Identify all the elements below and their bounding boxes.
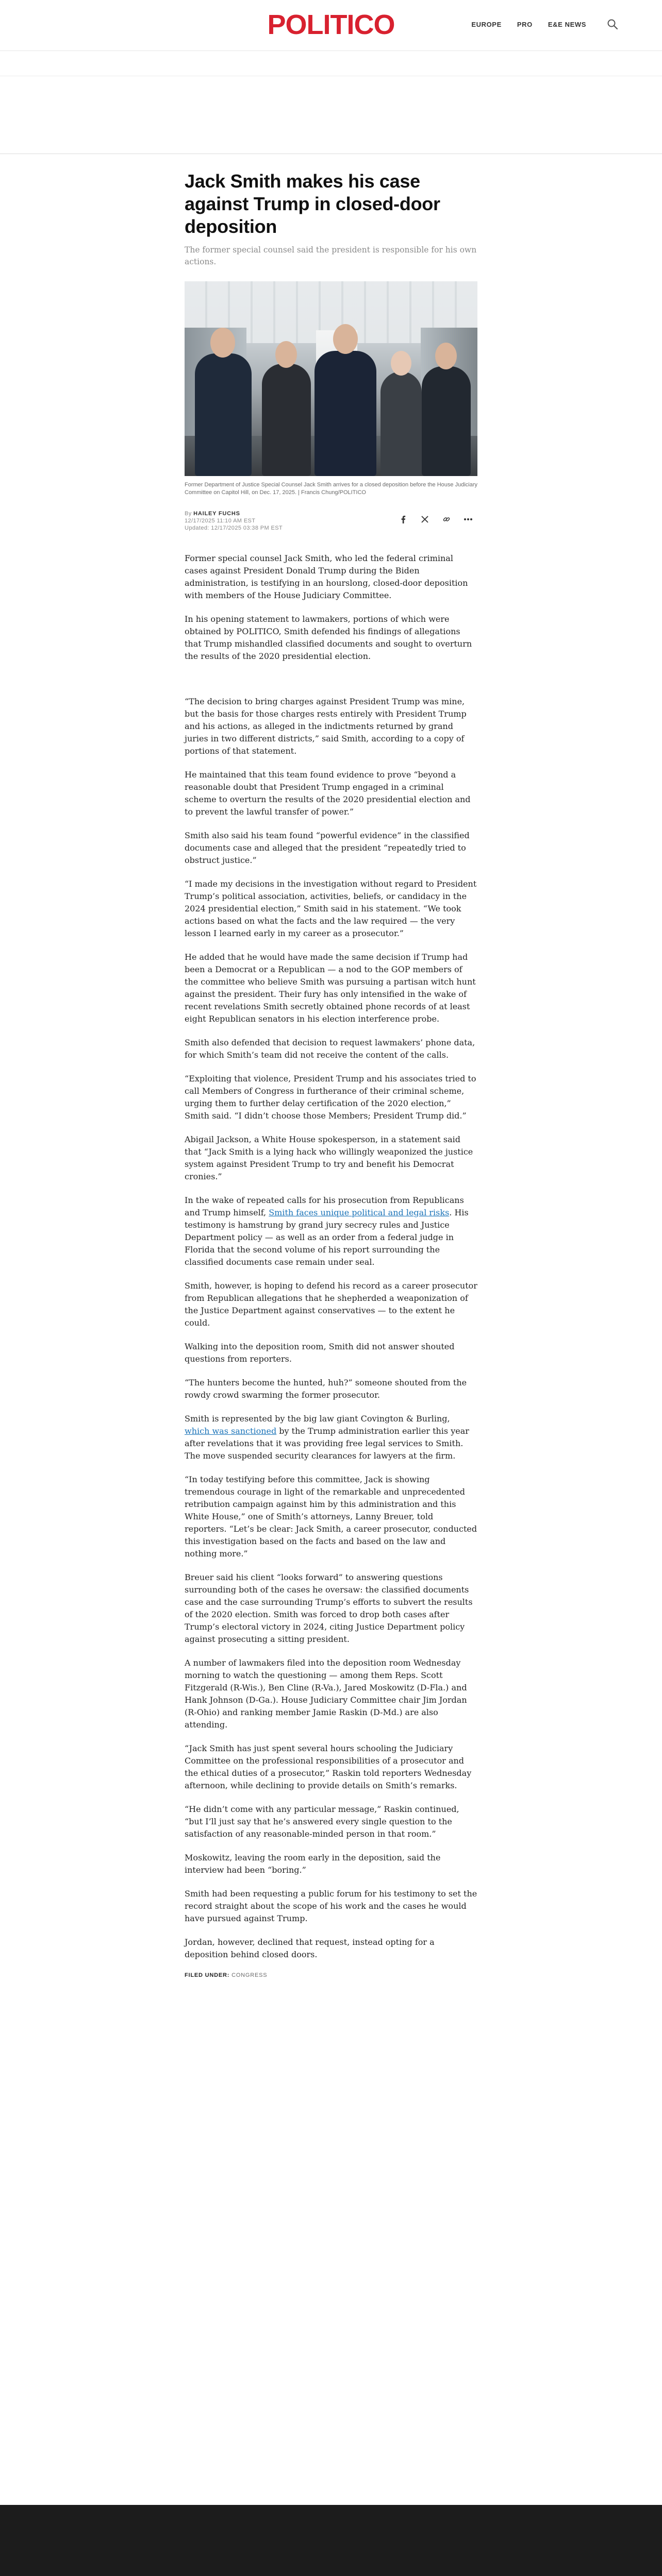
- byline-row: [185, 510, 477, 537]
- paragraph: “Exploiting that violence, President Trump and his associates tried to call Members of Congress in furtherance of their criminal scheme, urging them to further delay certification of the 2020 election,” Smith said. “I didn’t choose those Members; President Trump did.”: [185, 1074, 476, 1121]
- paragraph: [185, 1413, 477, 1462]
- paragraph: Smith also said his team found “powerful evidence” in the classified documents case and alleged that the president “repeatedly tried to obstruct justice.”: [185, 831, 470, 865]
- paragraph: “Jack Smith has just spent several hours schooling the Judiciary Committee on the professional responsibilities of a prosecutor and the ethical duties of a prosecutor,” Raskin told reporters Wednesday afternoon, while declining to provide details on Smith’s remarks.: [185, 1743, 472, 1790]
- paragraph: “In today testifying before this committee, Jack is showing tremendous courage in light of the remarkable and unprecedented retribution campaign against him by this administration and this White House,” one of Smith’s attorneys, Lanny Breuer, told reporters. “Let’s be clear: Jack Smith, a career prosecutor, conducted this investigation based on the facts and based on the law and nothing more.”: [185, 1475, 477, 1558]
- paragraph: Jordan, however, declined that request, instead opting for a deposition behind closed doors.: [185, 1937, 435, 1959]
- paragraph: Breuer said his client “looks forward” to answering questions surrounding both of the cases he oversaw: the classified documents case and the case surrounding Trump’s efforts to subvert the results of the 2020 election. Smith was forced to drop both cases after Trump’s electoral victory in 2024, citing Justice Department policy against prosecuting a sitting president.: [185, 1572, 473, 1644]
- paragraph: Smith, however, is hoping to defend his record as a career prosecutor from Republican allegations that he shepherded a weaponization of the Justice Department against conservatives — to the extent he could.: [185, 1281, 477, 1328]
- paragraph: Smith also defended that decision to request lawmakers’ phone data, for which Smith’s team did not receive the content of the calls.: [185, 1038, 475, 1060]
- paragraph: He added that he would have made the same decision if Trump had been a Democrat or a Republican — a nod to the GOP members of the committee who believe Smith was pursuing a partisan witch hunt against the president. Their fury has only intensified in the wake of recent revelations Smith secretly obtained phone records of at least eight Republican senators in his election interference probe.: [185, 952, 476, 1024]
- filed-under-tag[interactable]: CONGRESS: [231, 1972, 268, 1978]
- x-share-icon[interactable]: [418, 512, 432, 527]
- sanctioned-link[interactable]: which was sanctioned: [185, 1426, 277, 1436]
- article: [185, 170, 477, 1978]
- paragraph: “I made my decisions in the investigation without regard to President Trump’s political association, activities, beliefs, or candidacy in the 2024 presidential election,” Smith said in his statement. “We took actions based on what the facts and the law required — the very lesson I learned early in my career as a prosecutor.”: [185, 879, 477, 938]
- date-updated: Updated: 12/17/2025 03:38 PM EST: [185, 525, 283, 531]
- facebook-share-icon[interactable]: [396, 512, 410, 527]
- paragraph: Moskowitz, leaving the room early in the deposition, said the interview had been “boring.”: [185, 1853, 441, 1875]
- date-published: 12/17/2025 11:10 AM EST: [185, 518, 256, 524]
- lead-photo[interactable]: [185, 281, 477, 476]
- unique-risks-link[interactable]: Smith faces unique political and legal risks: [269, 1208, 450, 1217]
- ad-slot: [0, 76, 662, 154]
- share-tools: [396, 512, 475, 527]
- paragraph: A number of lawmakers filed into the deposition room Wednesday morning to watch the questioning — among them Reps. Scott Fitzgerald (R-Wis.), Ben Cline (R-Va.), Jared Moskowitz (D-Fla.) and Hank Johnson (D-Ga.). House Judiciary Committee chair Jim Jordan (R-Ohio) and ranking member Jamie Raskin (D-Md.) are also attending.: [185, 1658, 467, 1730]
- copy-link-icon[interactable]: [439, 512, 454, 527]
- search-icon[interactable]: [607, 19, 618, 30]
- article-body: [185, 552, 477, 1961]
- paragraph-text: Smith is represented by the big law giant Covington & Burling,: [185, 1414, 450, 1423]
- paragraph: “The hunters become the hunted, huh?” someone shouted from the rowdy crowd swarming the former prosecutor.: [185, 1378, 467, 1400]
- paragraph: Walking into the deposition room, Smith did not answer shouted questions from reporters.: [185, 1342, 455, 1364]
- politico-logo[interactable]: POLITICO: [267, 9, 395, 40]
- dek: The former special counsel said the president is responsible for his own actions.: [185, 245, 477, 266]
- nav-europe[interactable]: EUROPE: [471, 20, 502, 28]
- byline-prefix: By: [185, 511, 192, 517]
- paragraph: “The decision to bring charges against President Trump was mine, but the basis for those charges rests entirely with President Trump and his actions, as alleged in the indictments returned by grand juries in two different districts,” said Smith, according to a copy of portions of that statement.: [185, 697, 467, 756]
- filed-under: [185, 1972, 477, 1978]
- top-nav: [471, 19, 618, 30]
- paragraph: In his opening statement to lawmakers, portions of which were obtained by POLITICO, Smith defended his findings of allegations that Trump mishandled classified documents and sought to overturn the results of the 2020 presidential election.: [185, 614, 472, 661]
- site-footer: [0, 2505, 662, 2576]
- nav-pro[interactable]: PRO: [517, 20, 533, 28]
- photo-caption: Former Department of Justice Special Counsel Jack Smith arrives for a closed deposition before the House Judiciary Committee on Capitol Hill, on Dec. 17, 2025. | Francis Chung/POLITICO: [185, 482, 477, 496]
- paragraph: “He didn’t come with any particular message,” Raskin continued, “but I’ll just say that he’s answered every single question to the satisfaction of any reasonable-minded person in that room.”: [185, 1804, 459, 1839]
- paragraph-text: . His testimony is hamstrung by grand jury secrecy rules and Justice Department policy — as well as an order from a federal judge in Florida that the second volume of his report surrounding the classified documents case remain under seal.: [185, 1208, 469, 1267]
- author-link[interactable]: HAILEY FUCHS: [193, 511, 240, 517]
- paragraph: He maintained that this team found evidence to prove “beyond a reasonable doubt that President Trump engaged in a criminal scheme to overturn the results of the 2020 presidential election and to prevent the lawful transfer of power.”: [185, 770, 471, 817]
- more-share-icon[interactable]: [461, 512, 475, 527]
- paragraph: Abigail Jackson, a White House spokesperson, in a statement said that “Jack Smith is a lying hack who willingly weaponized the justice system against President Trump to try and benefit his Democrat cronies.”: [185, 1134, 473, 1181]
- paragraph-text: In the wake of repeated calls for his prosecution from Republicans and Trump himself,: [185, 1195, 464, 1217]
- filed-under-label: FILED UNDER:: [185, 1972, 230, 1978]
- paragraph: Smith had been requesting a public forum for his testimony to set the record straight about the scope of his work and the cases he would have pursued against Trump.: [185, 1889, 477, 1923]
- site-header: [0, 0, 662, 51]
- nav-ee-news[interactable]: E&E NEWS: [548, 20, 586, 28]
- paragraph: [185, 1194, 477, 1268]
- paragraph: Former special counsel Jack Smith, who led the federal criminal cases against President Donald Trump during the Biden administration, is testifying in an hourslong, closed-door deposition with members of the House Judiciary Committee.: [185, 553, 468, 600]
- paragraph-text: by the Trump administration earlier this year after revelations that it was providing free legal services to Smith. The move suspended security clearances for lawyers at the firm.: [185, 1426, 469, 1461]
- headline: Jack Smith makes his case against Trump in closed-door deposition: [185, 171, 440, 237]
